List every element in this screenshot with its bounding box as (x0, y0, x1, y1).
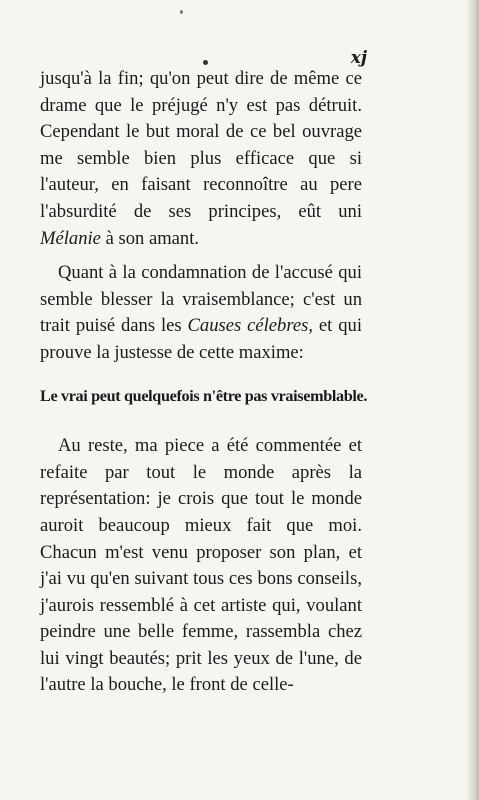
paragraph-continuation (40, 66, 362, 252)
book-title: Causes célebres (187, 315, 309, 337)
paragraph-text: à son amant. (100, 227, 200, 249)
page-number: xj (350, 48, 367, 68)
paragraph-text: Quant à la condamnation de l'accusé qui semble blesser la vraisemblance; c'est un trait puisé dans les (40, 262, 362, 337)
page-edge-shadow (467, 0, 479, 800)
paragraph-text: , et qui prouve la justesse de cette maxime: (40, 315, 363, 363)
paragraph-au-reste: Au reste, ma piece a été commentée et refaite par tout le monde après la représentation: je crois que tout le monde auroit beaucoup mieux fait que moi. Chacun m'est venu proposer son plan, et j'ai vu qu'en suivant tous ces bons conseils, j'aurois ressemblé à cet artiste qui, voulant peindre une belle femme, rassembla chez lui vingt beautés; prit les yeux de l'une, de l'autre la bouche, le front de celle- (40, 435, 362, 696)
paragraph-condamnation (40, 260, 362, 366)
ink-speck (203, 60, 208, 65)
paragraph-text: jusqu'à la fin; qu'on peut dire de même ce drame que le préjugé n'y est pas détruit. Cependant le but moral de ce bel ouvrage me semble bien plus efficace que si l'auteur, en faisant reconnoître au pere l'absurdité de ses principes, eût uni (40, 68, 362, 222)
maxim: Le vrai peut quelquefois n'être pas vraisemblable. (40, 386, 368, 405)
page-body (40, 66, 368, 699)
character-name: Mélanie (40, 227, 101, 249)
ink-speck (180, 10, 183, 14)
